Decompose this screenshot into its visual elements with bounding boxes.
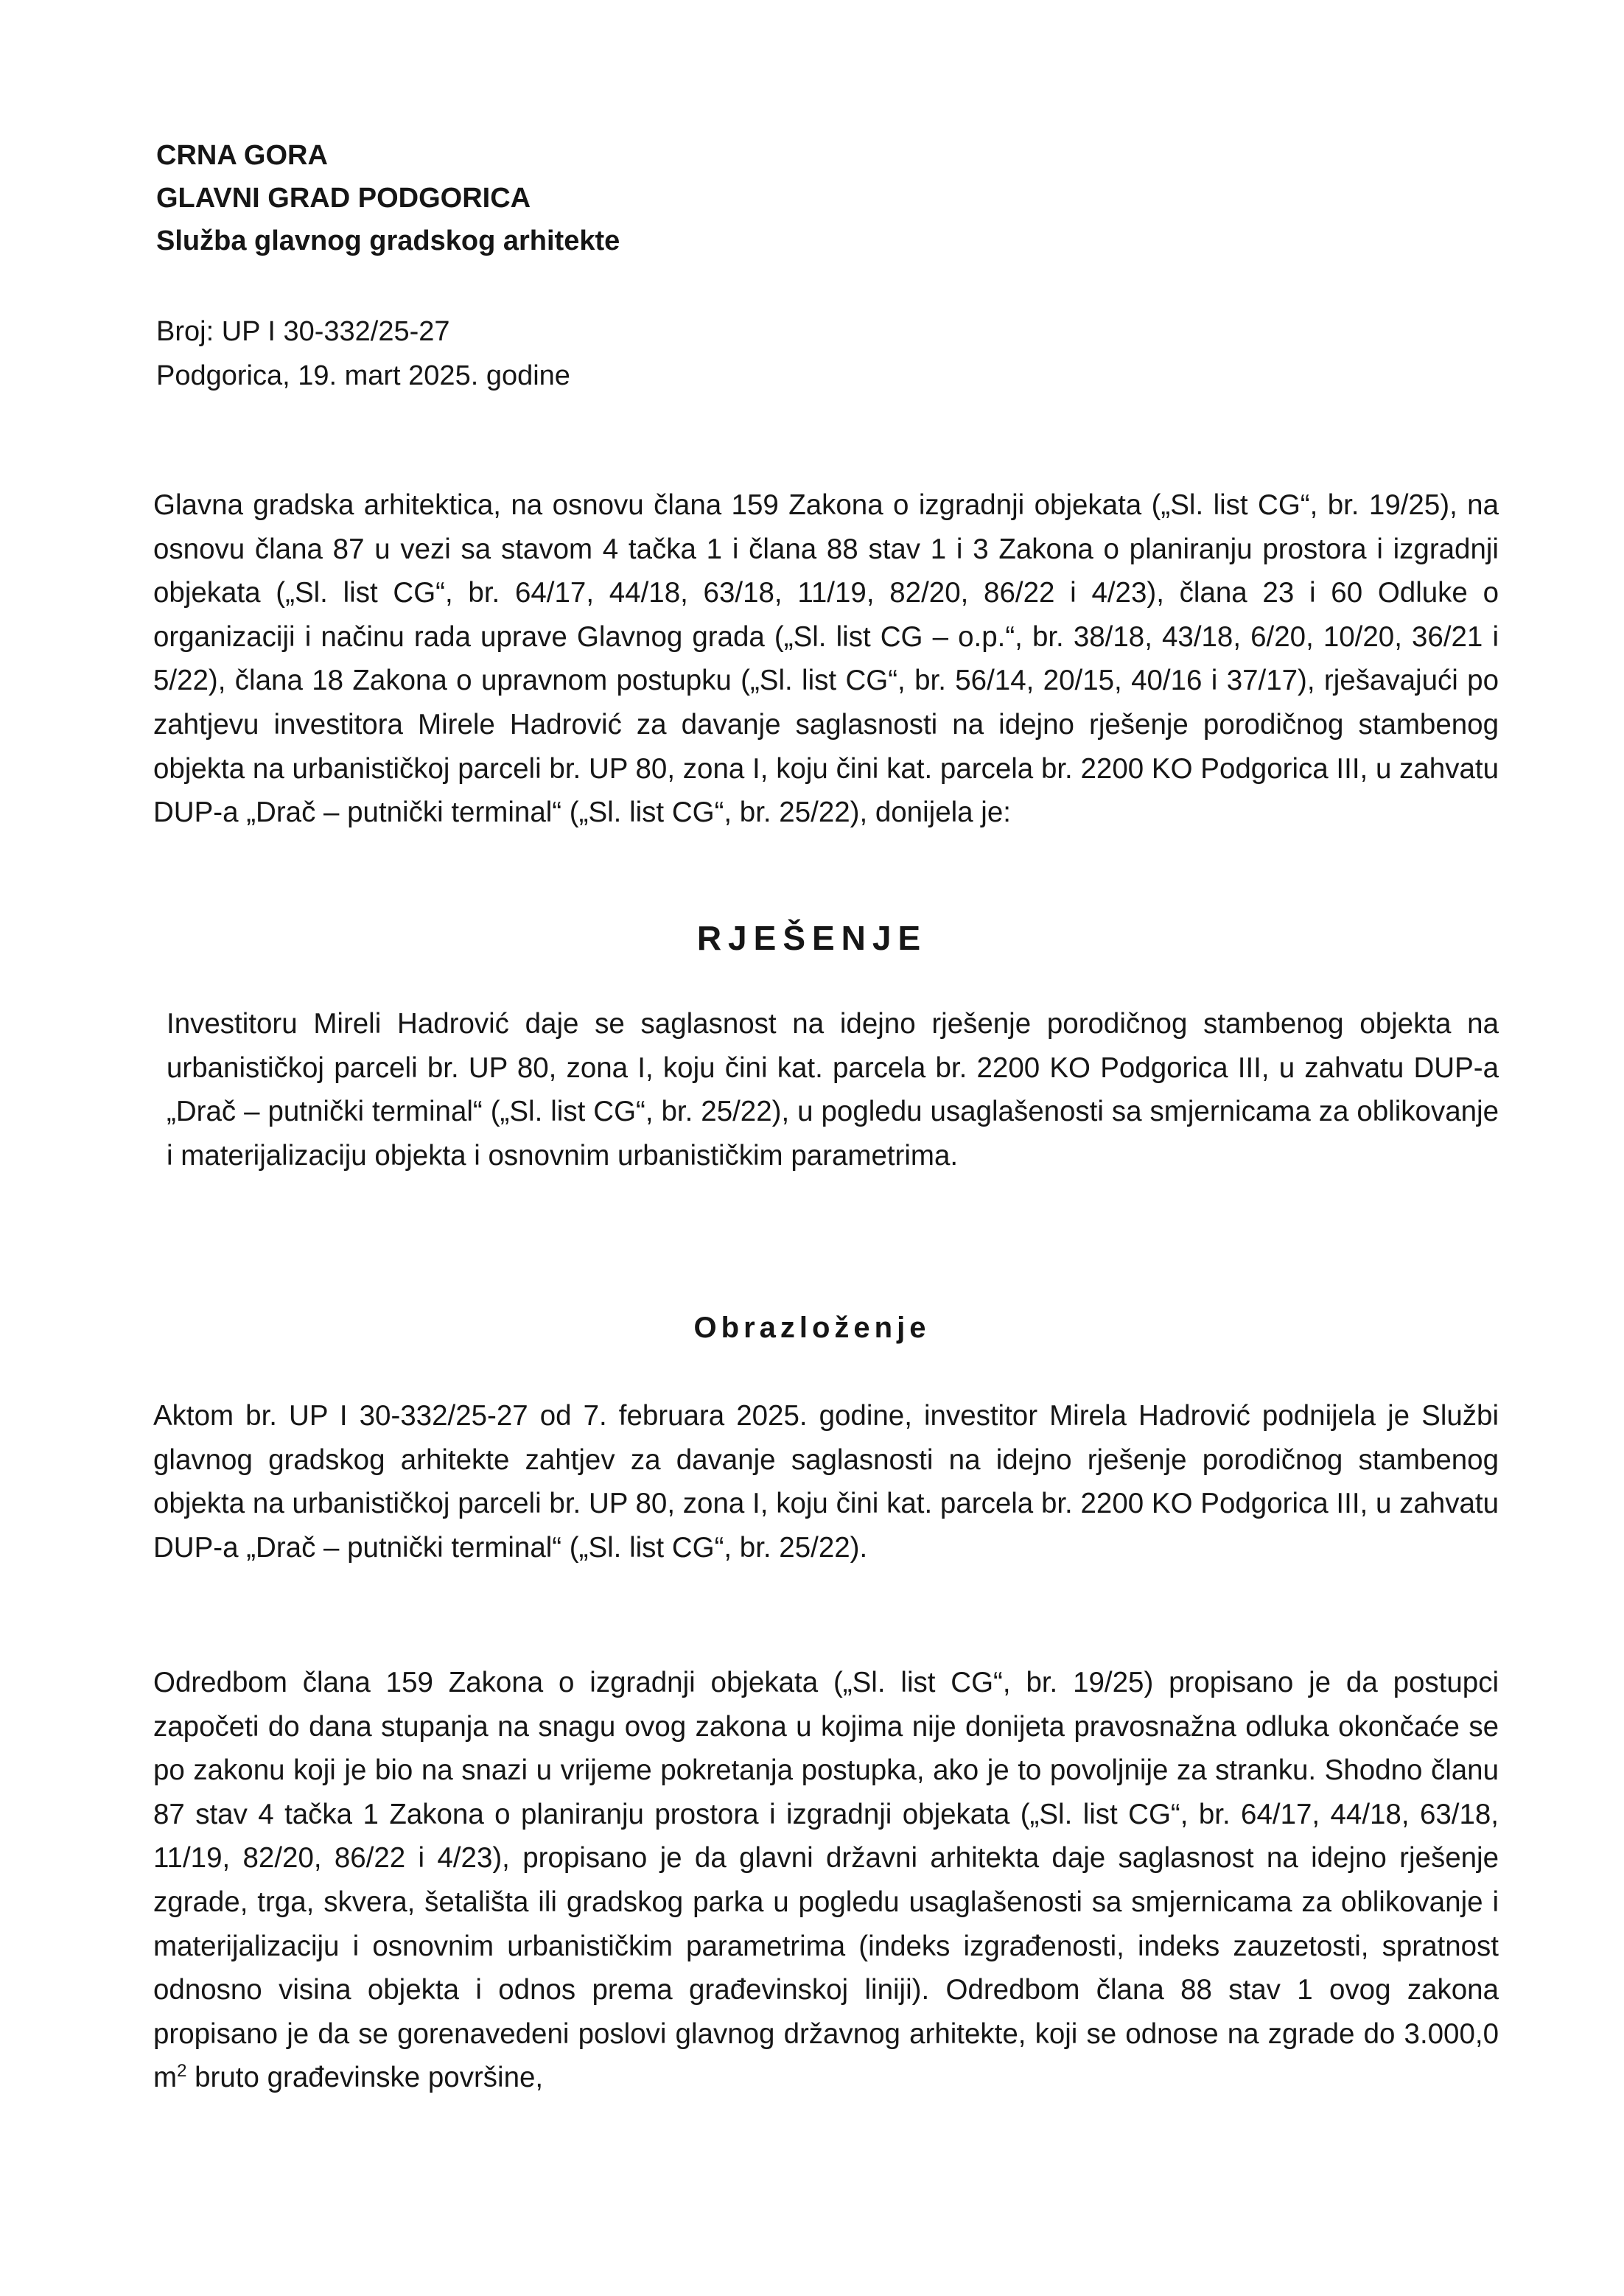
reasoning-paragraph-2-text: Odredbom člana 159 Zakona o izgradnji objekata („Sl. list CG“, br. 19/25) propisano je da postupci započeti do dana stupanja na snagu ovog zakona u kojima nije donijeta pravosnažna odluka okončaće se po zakonu koji je bio na snazi u vrijeme pokretanja postupka, ako je to povoljnije za stranku. Shodno članu 87 stav 4 tačka 1 Zakona o planiranju prostora i izgradnji objekata („Sl. list CG“, br. 64/17, 44/18, 63/18, 11/19, 82/20, 86/22 i 4/23), propisano je da glavni državni arhitekta daje saglasnost na idejno rješenje zgrade, trga, skvera, šetališta ili gradskog parka u pogledu usaglašenosti sa smjernicama za oblikovanje i materijalizaciju i osnovnim urbanističkim parametrima (indeks izgrađenosti, indeks zauzetosti, spratnost odnosno visina objekta i odnos prema građevinskoj liniji). Odredbom člana 88 stav 1 ovog zakona propisano je da se gorenavedeni poslovi glavnog državnog arhitekte, koji se odnose na zgrade do 3.000,0 m — [153, 1667, 1499, 2094]
document-meta — [156, 309, 570, 398]
area-unit-superscript: 2 — [177, 2061, 187, 2082]
reasoning-paragraph-2 — [153, 1661, 1499, 2100]
document-header — [156, 134, 620, 262]
reasoning-paragraph-1: Aktom br. UP I 30-332/25-27 od 7. februara 2025. godine, investitor Mirela Hadrović podnijela je Službi glavnog gradskog arhitekte zahtjev za davanje saglasnosti na idejno rješenje porodičnog stambenog objekta na urbanističkoj parceli br. UP 80, zona I, koju čini kat. parcela br. 2200 KO Podgorica III, u zahvatu DUP-a „Drač – putnički terminal“ („Sl. list CG“, br. 25/22). — [153, 1400, 1499, 1564]
document-date: Podgorica, 19. mart 2025. godine — [156, 360, 570, 391]
city-name: GLAVNI GRAD PODGORICA — [156, 183, 531, 214]
decision-paragraph: Investitoru Mireli Hadrović daje se saglasnost na idejno rješenje porodičnog stambenog objekta na urbanističkoj parceli br. UP 80, zona I, koju čini kat. parcela br. 2200 KO Podgorica III, u zahvatu DUP-a „Drač – putnički terminal“ („Sl. list CG“, br. 25/22), u pogledu usaglašenosti sa smjernicama za oblikovanje i materijalizaciju objekta i osnovnim urbanističkim parametrima. — [167, 1008, 1499, 1172]
reasoning-paragraph-2-tail: bruto građevinske površine, — [186, 2062, 544, 2094]
reference-number: Broj: UP I 30-332/25-27 — [156, 316, 450, 347]
office-name: Služba glavnog gradskog arhitekte — [156, 225, 620, 256]
country-name: CRNA GORA — [156, 140, 328, 171]
decision-heading: RJEŠENJE — [696, 919, 928, 957]
intro-paragraph: Glavna gradska arhitektica, na osnovu člana 159 Zakona o izgradnji objekata („Sl. list CG“, br. 19/25), na osnovu člana 87 u vezi sa stavom 4 tačka 1 i člana 88 stav 1 i 3 Zakona o planiranju prostora i izgradnji objekata („Sl. list CG“, br. 64/17, 44/18, 63/18, 11/19, 82/20, 86/22 i 4/23), člana 23 i 60 Odluke o organizaciji i načinu rada uprave Glavnog grada („Sl. list CG – o.p.“, br. 38/18, 43/18, 6/20, 10/20, 36/21 i 5/22), člana 18 Zakona o upravnom postupku („Sl. list CG“, br. 56/14, 20/15, 40/16 i 37/17), rješavajući po zahtjevu investitora Mirele Hadrović za davanje saglasnosti na idejno rješenje porodičnog stambenog objekta na urbanističkoj parceli br. UP 80, zona I, koju čini kat. parcela br. 2200 KO Podgorica III, u zahvatu DUP-a „Drač – putnički terminal“ („Sl. list CG“, br. 25/22), donijela je: — [153, 489, 1499, 829]
reasoning-heading: Obrazloženje — [693, 1312, 931, 1344]
